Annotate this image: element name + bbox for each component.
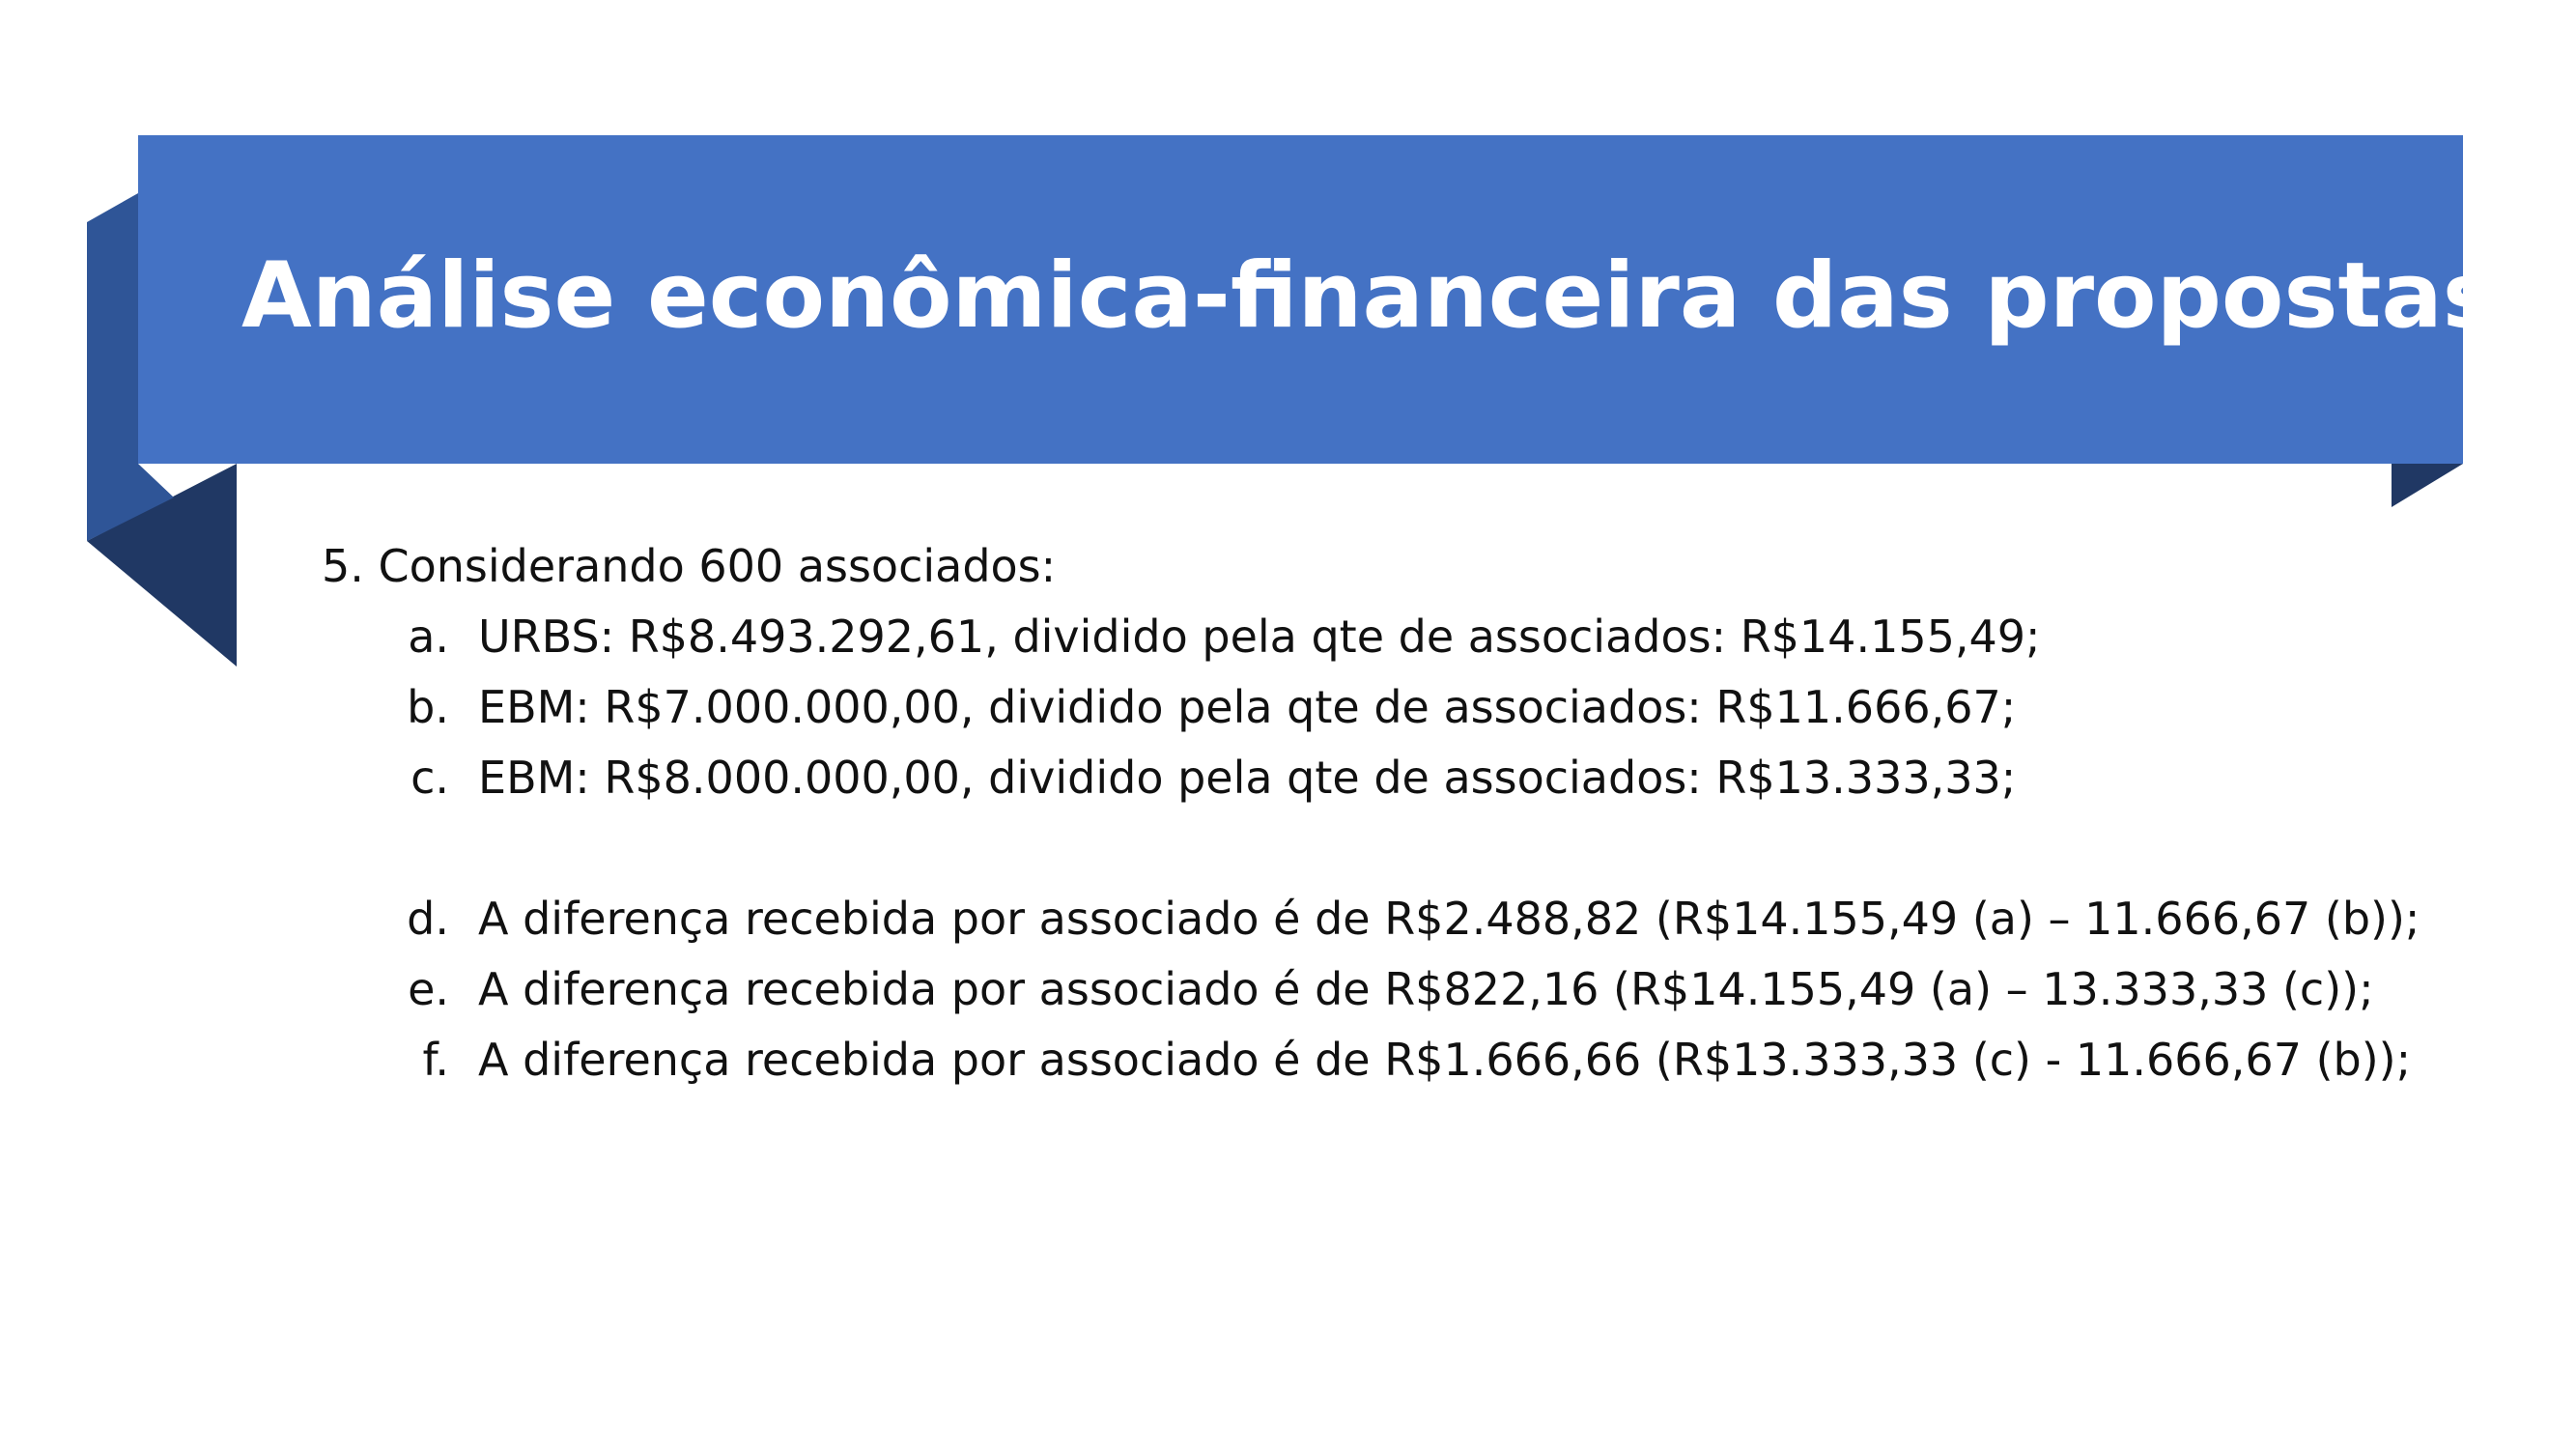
list-item-c — [322, 743, 2505, 813]
list-marker: b. — [407, 681, 449, 733]
list-item-text: A diferença recebida por associado é de R$2.488,82 (R$14.155,49 (a) – 11.666,67 (b)); — [478, 893, 2420, 945]
list-item-text: URBS: R$8.493.292,61, dividido pela qte de associados: R$14.155,49; — [478, 611, 2041, 663]
list-marker: f. — [422, 1034, 449, 1086]
list-marker: e. — [408, 963, 449, 1015]
list-item-text: A diferença recebida por associado é de R$1.666,66 (R$13.333,33 (c) - 11.666,67 (b)); — [478, 1034, 2412, 1086]
list-marker: d. — [407, 893, 449, 945]
slide-content — [322, 531, 2505, 1095]
list-item-text: EBM: R$8.000.000,00, dividido pela qte de associados: R$13.333,33; — [478, 752, 2017, 804]
list-marker: c. — [410, 752, 449, 804]
list-item-text: A diferença recebida por associado é de R$822,16 (R$14.155,49 (a) – 13.333,33 (c)); — [478, 963, 2374, 1015]
list-item-f — [322, 1025, 2505, 1095]
list-item-e — [322, 954, 2505, 1025]
list-item-b — [322, 672, 2505, 743]
list-spacer — [322, 813, 2505, 884]
list-item-a — [322, 602, 2505, 672]
intro-text: 5. Considerando 600 associados: — [322, 540, 1057, 592]
ribbon-fold-right — [2392, 464, 2463, 507]
slide-title: Análise econômica-financeira das propostas: — [241, 243, 2534, 349]
list-item-text: EBM: R$7.000.000,00, dividido pela qte de associados: R$11.666,67; — [478, 681, 2017, 733]
list-marker: a. — [408, 611, 449, 663]
list-item-d — [322, 884, 2505, 954]
